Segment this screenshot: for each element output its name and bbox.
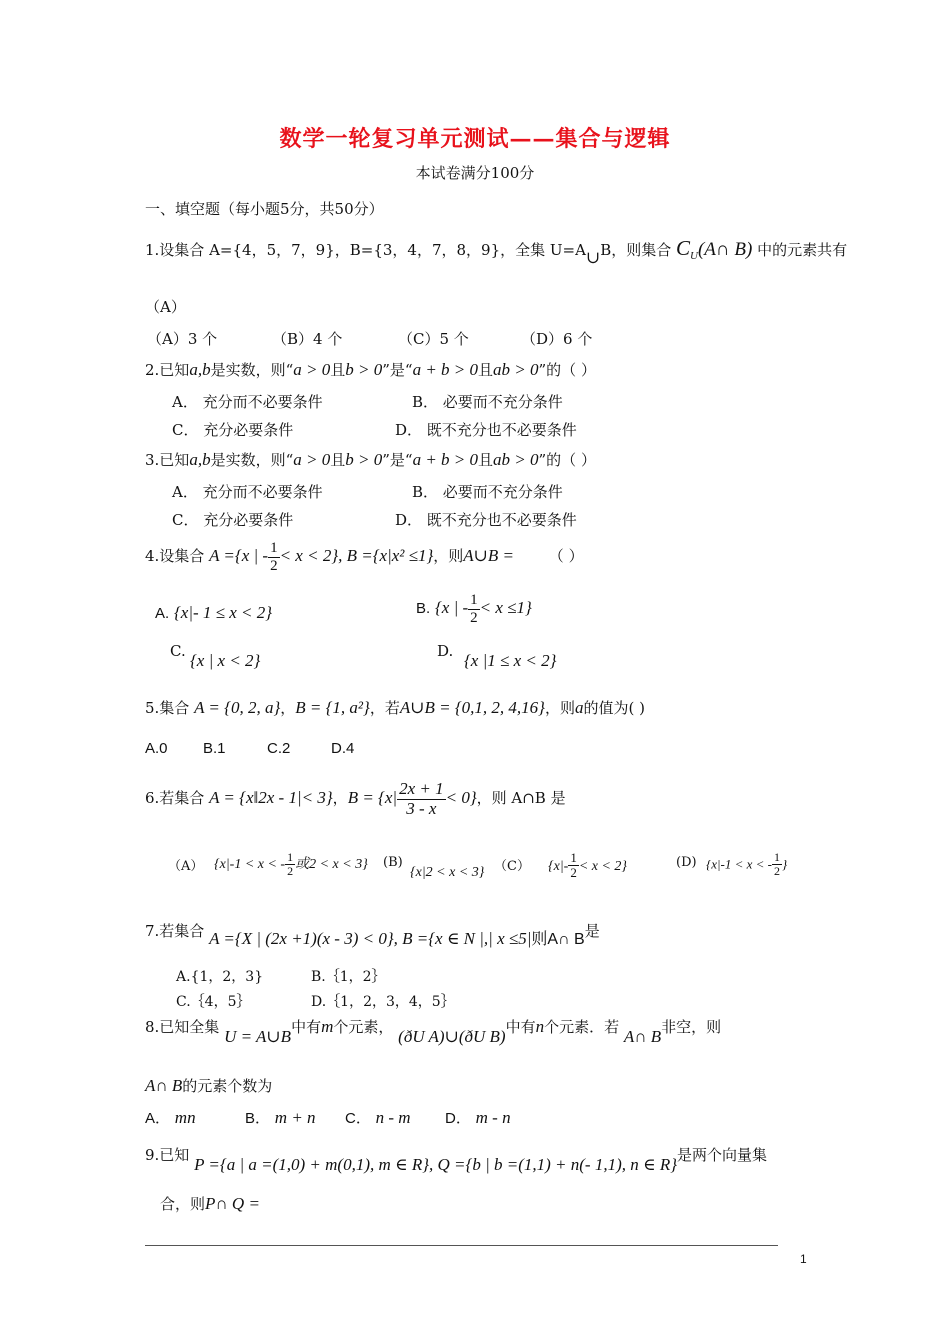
question-2-option-c: C． 充分必要条件 xyxy=(172,421,294,439)
question-8-option-a: A． mn xyxy=(145,1108,196,1127)
question-7-option-b: B.｛1，2｝ xyxy=(311,969,386,985)
question-9-stem: 9.已知 P ={a | a =(1,0) + m(0,1), m ∈ R}, Q ={b | b =(1,1) + n(- 1,1), n ∈ R}是两个向量集 xyxy=(145,1146,768,1174)
question-1-option-c: （C）5 个 xyxy=(398,330,469,348)
question-6-option-a-label: （A） xyxy=(168,859,204,874)
question-7-option-c: C.｛4，5｝ xyxy=(176,994,251,1010)
question-7-option-a: A.{1，2，3} xyxy=(176,969,264,985)
page-subtitle: 本试卷满分100分 xyxy=(415,164,535,182)
question-8-option-c: C． n - m xyxy=(345,1108,411,1127)
question-8-option-d: D． m - n xyxy=(445,1108,511,1127)
question-1-answer: （A） xyxy=(145,298,186,316)
question-4-option-b: B. {x | - $\frac{1}{2}$ < x ≤1} xyxy=(416,592,532,626)
question-5-option-c: C.2 xyxy=(267,740,291,757)
question-4-option-d: {x |1 ≤ x < 2} xyxy=(464,651,557,670)
section-heading: 一、填空题（每小题5分，共50分） xyxy=(145,200,384,218)
question-7-stem: 7.若集合 A ={X | (2x +1)(x - 3) < 0}, B ={x ∈ N |,| x ≤5|则A∩ B是 xyxy=(145,922,600,948)
question-6-option-c-label: （C） xyxy=(494,859,530,874)
question-1-option-d: （D）6 个 xyxy=(521,330,593,348)
page-title: 数学一轮复习单元测试——集合与逻辑 xyxy=(279,126,671,152)
question-6-option-b: {x|2 < x < 3} xyxy=(410,865,485,880)
question-7-option-d: D.｛1，2，3，4，5｝ xyxy=(311,994,455,1010)
question-1-option-b: （B）4 个 xyxy=(272,330,343,348)
question-8-option-b: B． m + n xyxy=(245,1108,316,1127)
question-6-option-c: {x|- $\frac{1}{2}$ < x < 2} xyxy=(548,850,628,881)
question-6-option-b-label: (B) xyxy=(383,855,403,870)
question-6-option-d-label: (D) xyxy=(676,855,697,870)
question-5-option-b: B.1 xyxy=(203,740,226,757)
question-6-option-a: {x|-1 < x < - $\frac{1}{2}$ 或2 < x < 3} xyxy=(214,850,368,879)
question-1-option-a: （A）3 个 xyxy=(147,330,218,348)
question-3-option-a: A． 充分而不必要条件 xyxy=(172,483,323,501)
question-5-option-d: D.4 xyxy=(331,740,355,757)
question-4-stem: 4.设集合 A ={x | - $\frac{1}{2}$ < x < 2}, B ={x|x² ≤1}，则A∪B = （ ） xyxy=(145,540,584,574)
question-3-option-d: D． 既不充分也不必要条件 xyxy=(395,511,577,529)
question-3-option-c: C． 充分必要条件 xyxy=(172,511,294,529)
question-5-option-a: A.0 xyxy=(145,740,168,757)
question-2-option-d: D． 既不充分也不必要条件 xyxy=(395,421,577,439)
question-2-stem: 2.已知a,b是实数，则“a > 0且b > 0”是“a + b > 0且ab > 0”的（ ） xyxy=(145,360,596,379)
footer-divider xyxy=(145,1245,778,1246)
question-3-option-b: B． 必要而不充分条件 xyxy=(412,483,563,501)
page-number: 1 xyxy=(800,1252,807,1266)
question-5-stem: 5.集合 A = {0, 2, a}，B = {1, a²}，若A∪B = {0,1, 2, 4,16}，则a的值为( ) xyxy=(145,698,645,717)
question-4-option-d-label: D. xyxy=(437,642,454,660)
question-3-stem: 3.已知a,b是实数，则“a > 0且b > 0”是“a + b > 0且ab > 0”的（ ） xyxy=(145,450,596,469)
question-2-option-b: B． 必要而不充分条件 xyxy=(412,393,563,411)
question-9-line2: 合，则P∩ Q = xyxy=(160,1194,260,1213)
question-4-option-a: A. {x|- 1 ≤ x < 2} xyxy=(155,603,273,622)
question-1-stem: 1.设集合 A={4，5，7，9}，B={3，4，7，8，9}，全集 U=A∪B，则集合 $C_U(A\cap$ B) 中的元素共有 xyxy=(145,236,848,267)
question-6-option-d: {x|-1 < x < - $\frac{1}{2}$ } xyxy=(706,850,788,879)
question-6-stem: 6.若集合 A = {x‖2x - 1|< 3}，B = {x| $\frac{2x + 1}{3 - x}$ < 0}，则 A∩B 是 xyxy=(145,779,566,818)
question-4-option-c-label: C. xyxy=(170,642,186,660)
question-4-option-c: {x | x < 2} xyxy=(190,651,261,670)
question-2-option-a: A． 充分而不必要条件 xyxy=(172,393,323,411)
question-8-line2: A∩ B的元素个数为 xyxy=(145,1076,273,1095)
question-8-stem: 8.已知全集 U = A∪B中有m个元素， (ðU A)∪(ðU B)中有n个元素．若 A∩ B非空，则 xyxy=(145,1017,722,1046)
